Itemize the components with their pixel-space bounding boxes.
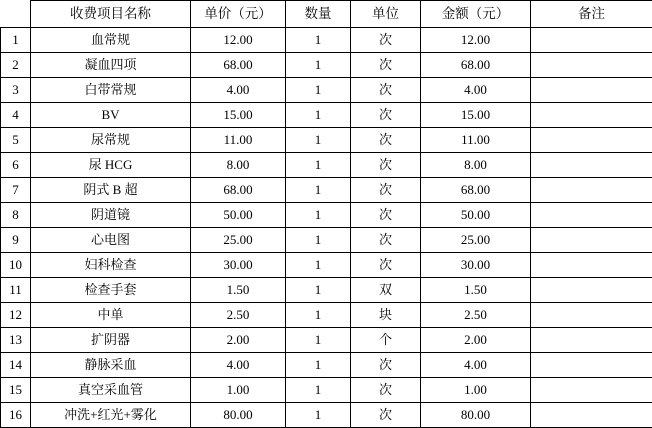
cell-price: 2.00 [191,328,286,353]
column-header-price: 单价（元） [191,1,286,28]
cell-amount: 4.00 [421,353,531,378]
cell-unit: 次 [351,153,421,178]
cell-note [531,103,652,128]
cell-amount: 12.00 [421,28,531,53]
cell-price: 1.50 [191,278,286,303]
cell-unit: 次 [351,103,421,128]
cell-idx: 8 [1,203,31,228]
cell-idx: 4 [1,103,31,128]
cell-price: 12.00 [191,28,286,53]
cell-amount: 2.00 [421,328,531,353]
cell-unit: 次 [351,378,421,403]
cell-note [531,303,652,328]
cell-note [531,28,652,53]
cell-note [531,128,652,153]
cell-idx: 16 [1,403,31,428]
table-row [1,153,652,178]
cell-price: 30.00 [191,253,286,278]
cell-note [531,328,652,353]
cell-qty: 1 [286,228,351,253]
cell-idx: 15 [1,378,31,403]
cell-note [531,353,652,378]
cell-note [531,53,652,78]
column-header-name: 收费项目名称 [31,1,191,28]
table-row [1,178,652,203]
cell-name: 妇科检查 [31,253,191,278]
cell-idx: 9 [1,228,31,253]
cell-unit: 个 [351,328,421,353]
cell-name: 真空采血管 [31,378,191,403]
cell-note [531,278,652,303]
cell-note [531,253,652,278]
cell-price: 15.00 [191,103,286,128]
cell-unit: 次 [351,78,421,103]
cell-qty: 1 [286,53,351,78]
cell-price: 8.00 [191,153,286,178]
cell-name: 阴式 B 超 [31,178,191,203]
column-header-amount: 金额（元） [421,1,531,28]
cell-qty: 1 [286,128,351,153]
table-row [1,203,652,228]
table-row [1,103,652,128]
cell-price: 4.00 [191,78,286,103]
cell-unit: 次 [351,178,421,203]
cell-idx: 11 [1,278,31,303]
cell-unit: 次 [351,403,421,428]
cell-amount: 2.50 [421,303,531,328]
cell-name: 凝血四项 [31,53,191,78]
cell-unit: 块 [351,303,421,328]
cell-qty: 1 [286,178,351,203]
cell-note [531,153,652,178]
cell-note [531,403,652,428]
cell-name: 冲洗+红光+雾化 [31,403,191,428]
table-row [1,28,652,53]
cell-amount: 11.00 [421,128,531,153]
cell-amount: 15.00 [421,103,531,128]
cell-price: 4.00 [191,353,286,378]
column-header-note: 备注 [531,1,652,28]
table-row [1,303,652,328]
cell-idx: 2 [1,53,31,78]
cell-idx: 6 [1,153,31,178]
cell-idx: 3 [1,78,31,103]
cell-note [531,78,652,103]
table-header [1,1,652,28]
cell-unit: 次 [351,53,421,78]
cell-amount: 68.00 [421,178,531,203]
cell-note [531,228,652,253]
cell-unit: 次 [351,353,421,378]
cell-unit: 双 [351,278,421,303]
cell-amount: 50.00 [421,203,531,228]
table-row [1,228,652,253]
cell-qty: 1 [286,378,351,403]
table-row [1,328,652,353]
cell-unit: 次 [351,203,421,228]
cell-qty: 1 [286,328,351,353]
column-header-index [1,1,31,28]
table-row [1,278,652,303]
cell-idx: 1 [1,28,31,53]
cell-name: 血常规 [31,28,191,53]
cell-unit: 次 [351,128,421,153]
cell-amount: 25.00 [421,228,531,253]
table-row [1,53,652,78]
cell-idx: 10 [1,253,31,278]
cell-qty: 1 [286,203,351,228]
cell-unit: 次 [351,228,421,253]
cell-unit: 次 [351,253,421,278]
cell-name: 检查手套 [31,278,191,303]
cell-qty: 1 [286,78,351,103]
cell-note [531,178,652,203]
cell-price: 1.00 [191,378,286,403]
cell-name: BV [31,103,191,128]
table-row [1,378,652,403]
cell-qty: 1 [286,403,351,428]
column-header-unit: 单位 [351,1,421,28]
table-body [1,28,652,428]
cell-qty: 1 [286,303,351,328]
cell-qty: 1 [286,28,351,53]
cell-name: 静脉采血 [31,353,191,378]
table-row [1,253,652,278]
cell-price: 50.00 [191,203,286,228]
cell-amount: 68.00 [421,53,531,78]
cell-idx: 14 [1,353,31,378]
table-header-row [1,1,652,28]
table-row [1,403,652,428]
table-row [1,353,652,378]
cell-price: 68.00 [191,53,286,78]
cell-note [531,203,652,228]
cell-amount: 4.00 [421,78,531,103]
cell-amount: 1.50 [421,278,531,303]
cell-name: 阴道镜 [31,203,191,228]
cell-price: 80.00 [191,403,286,428]
cell-qty: 1 [286,353,351,378]
cell-price: 2.50 [191,303,286,328]
cell-amount: 80.00 [421,403,531,428]
cell-amount: 1.00 [421,378,531,403]
cell-qty: 1 [286,153,351,178]
cell-name: 中单 [31,303,191,328]
table-row [1,128,652,153]
cell-name: 白带常规 [31,78,191,103]
cell-qty: 1 [286,278,351,303]
cell-price: 68.00 [191,178,286,203]
cell-amount: 8.00 [421,153,531,178]
cell-price: 25.00 [191,228,286,253]
cell-idx: 5 [1,128,31,153]
cell-note [531,378,652,403]
cell-name: 尿 HCG [31,153,191,178]
cell-name: 尿常规 [31,128,191,153]
cell-name: 扩阴器 [31,328,191,353]
cell-idx: 13 [1,328,31,353]
cell-name: 心电图 [31,228,191,253]
column-header-quantity: 数量 [286,1,351,28]
cell-amount: 30.00 [421,253,531,278]
cell-unit: 次 [351,28,421,53]
cell-price: 11.00 [191,128,286,153]
table-row [1,78,652,103]
cell-qty: 1 [286,253,351,278]
cell-qty: 1 [286,103,351,128]
cell-idx: 12 [1,303,31,328]
cell-idx: 7 [1,178,31,203]
